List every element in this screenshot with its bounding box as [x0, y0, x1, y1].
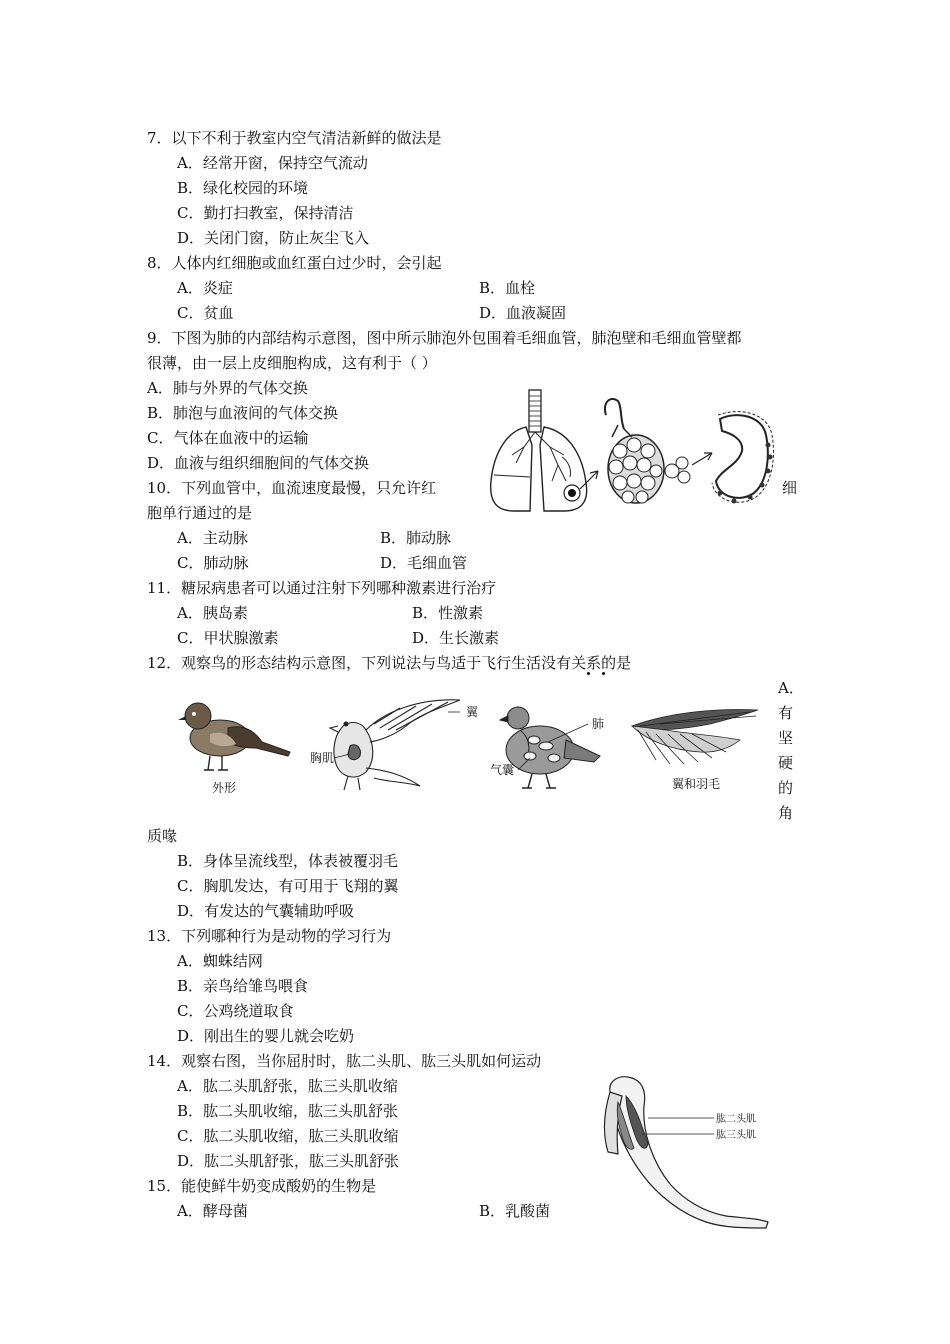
q12-option-a-tail: 质喙	[147, 827, 178, 845]
q10-stem-line1: 10．下列血管中，血流速度最慢，只允许红	[147, 479, 437, 497]
arm-muscle-figure	[596, 1072, 796, 1232]
q14-option-a: A．肱二头肌舒张，肱三头肌收缩	[177, 1077, 398, 1095]
q10-stem-line2: 胞单行通过的是	[147, 504, 253, 522]
q7-option-a: A．经常开窗，保持空气流动	[177, 154, 368, 172]
label-chest-muscle: 胸肌	[310, 751, 335, 765]
q11-option-a: A．胰岛素	[177, 604, 248, 622]
q12-option-a-v0: A．	[778, 679, 804, 697]
q9-option-a: A．肺与外界的气体交换	[147, 379, 308, 397]
q8-stem: 8．人体内红细胞或血红蛋白过少时，会引起	[147, 254, 442, 272]
left-lung-shape	[491, 427, 532, 511]
q13-option-d: D．刚出生的婴儿就会吃奶	[177, 1027, 355, 1045]
alveolus-bubble	[665, 457, 690, 483]
q12-stem: 12．观察鸟的形态结构示意图，下列说法与鸟适于飞行生活没有关系的是	[147, 654, 632, 672]
q10-stem-line1-tail: 细	[782, 479, 798, 497]
q15-option-b: B．乳酸菌	[479, 1202, 551, 1220]
label-lung: 肺	[592, 717, 605, 731]
q7-option-d: D．关闭门窗，防止灰尘飞入	[177, 229, 370, 247]
q9-stem-line2: 很薄，由一层上皮细胞构成，这有利于（ ）	[147, 354, 437, 372]
label-biceps: 肱二头肌	[716, 1114, 756, 1125]
q12-option-c: C．胸肌发达，有可用于飞翔的翼	[177, 877, 399, 895]
q13-option-c: C．公鸡绕道取食	[177, 1002, 294, 1020]
q13-option-a: A．蜘蛛结网	[177, 952, 263, 970]
q12-option-a-v5: 角	[778, 804, 794, 822]
enlarged-alveolus	[712, 412, 773, 504]
q11-option-c: C．甲状腺激素	[177, 629, 279, 647]
q7-stem: 7．以下不利于教室内空气清洁新鲜的做法是	[147, 129, 442, 147]
trachea-rings	[529, 396, 541, 426]
q9-stem-line1: 9．下图为肺的内部结构示意图，图中所示肺泡外包围着毛细血管，肺泡壁和毛细血管壁都	[147, 329, 742, 347]
sparrow-illustration	[178, 703, 290, 770]
label-triceps: 肱三头肌	[716, 1130, 756, 1141]
q10-option-c: C．肺动脉	[177, 554, 249, 572]
q9-option-c: C．气体在血液中的运输	[147, 429, 309, 447]
q12-option-b: B．身体呈流线型，体表被覆羽毛	[177, 852, 399, 870]
q14-option-d: D．肱二头肌舒张，肱三头肌舒张	[177, 1152, 400, 1170]
q7-option-c: C．勤打扫教室，保持清洁	[177, 204, 354, 222]
q13-option-b: B．亲鸟给雏鸟喂食	[177, 977, 309, 995]
q14-stem: 14．观察右图，当你屈肘时，肱二头肌、肱三头肌如何运动	[147, 1052, 542, 1070]
pigeon-respiratory-illustration	[500, 707, 600, 788]
q8-option-c: C．贫血	[177, 304, 234, 322]
q12-option-a-v4: 的	[778, 779, 794, 797]
q12-option-a-v2: 坚	[778, 729, 794, 747]
q8-option-b: B．血栓	[479, 279, 536, 297]
label-wing: 翼	[466, 705, 479, 719]
q10-option-d: D．毛细血管	[380, 554, 468, 572]
label-outer-form: 外形	[212, 781, 237, 795]
emphasis-dot	[602, 672, 605, 675]
q12-option-a-v3: 硬	[778, 754, 794, 772]
alveoli-cluster	[605, 399, 664, 503]
q8-option-a: A．炎症	[177, 279, 233, 297]
q11-option-d: D．生长激素	[412, 629, 500, 647]
q12-option-d: D．有发达的气囊辅助呼吸	[177, 902, 355, 920]
q9-option-b: B．肺泡与血液间的气体交换	[147, 404, 339, 422]
q10-option-a: A．主动脉	[177, 529, 248, 547]
q15-option-a: A．酵母菌	[177, 1202, 248, 1220]
q12-option-a-v1: 有	[778, 704, 794, 722]
q15-stem: 15．能使鲜牛奶变成酸奶的生物是	[147, 1177, 377, 1195]
q14-option-c: C．肱二头肌收缩，肱三头肌收缩	[177, 1127, 399, 1145]
label-wing-feathers: 翼和羽毛	[672, 777, 721, 791]
emphasis-dot	[587, 672, 590, 675]
q11-option-b: B．性激素	[412, 604, 484, 622]
q11-stem: 11．糖尿病患者可以通过注射下列哪种激素进行治疗	[147, 579, 497, 597]
q13-stem: 13．下列哪种行为是动物的学习行为	[147, 927, 392, 945]
wing-feathers-illustration	[632, 710, 758, 764]
q9-option-d: D．血液与组织细胞间的气体交换	[147, 454, 370, 472]
label-air-sac: 气囊	[490, 763, 515, 777]
q10-option-b: B．肺动脉	[380, 529, 452, 547]
q14-option-b: B．肱二头肌收缩，肱三头肌舒张	[177, 1102, 399, 1120]
bird-structure-figure	[170, 690, 770, 805]
q8-option-d: D．血液凝固	[479, 304, 567, 322]
lung-structure-figure	[486, 385, 776, 520]
q7-option-b: B．绿化校园的环境	[177, 179, 309, 197]
right-lung-shape	[540, 427, 587, 511]
bird-wing-muscle-illustration	[330, 700, 460, 790]
